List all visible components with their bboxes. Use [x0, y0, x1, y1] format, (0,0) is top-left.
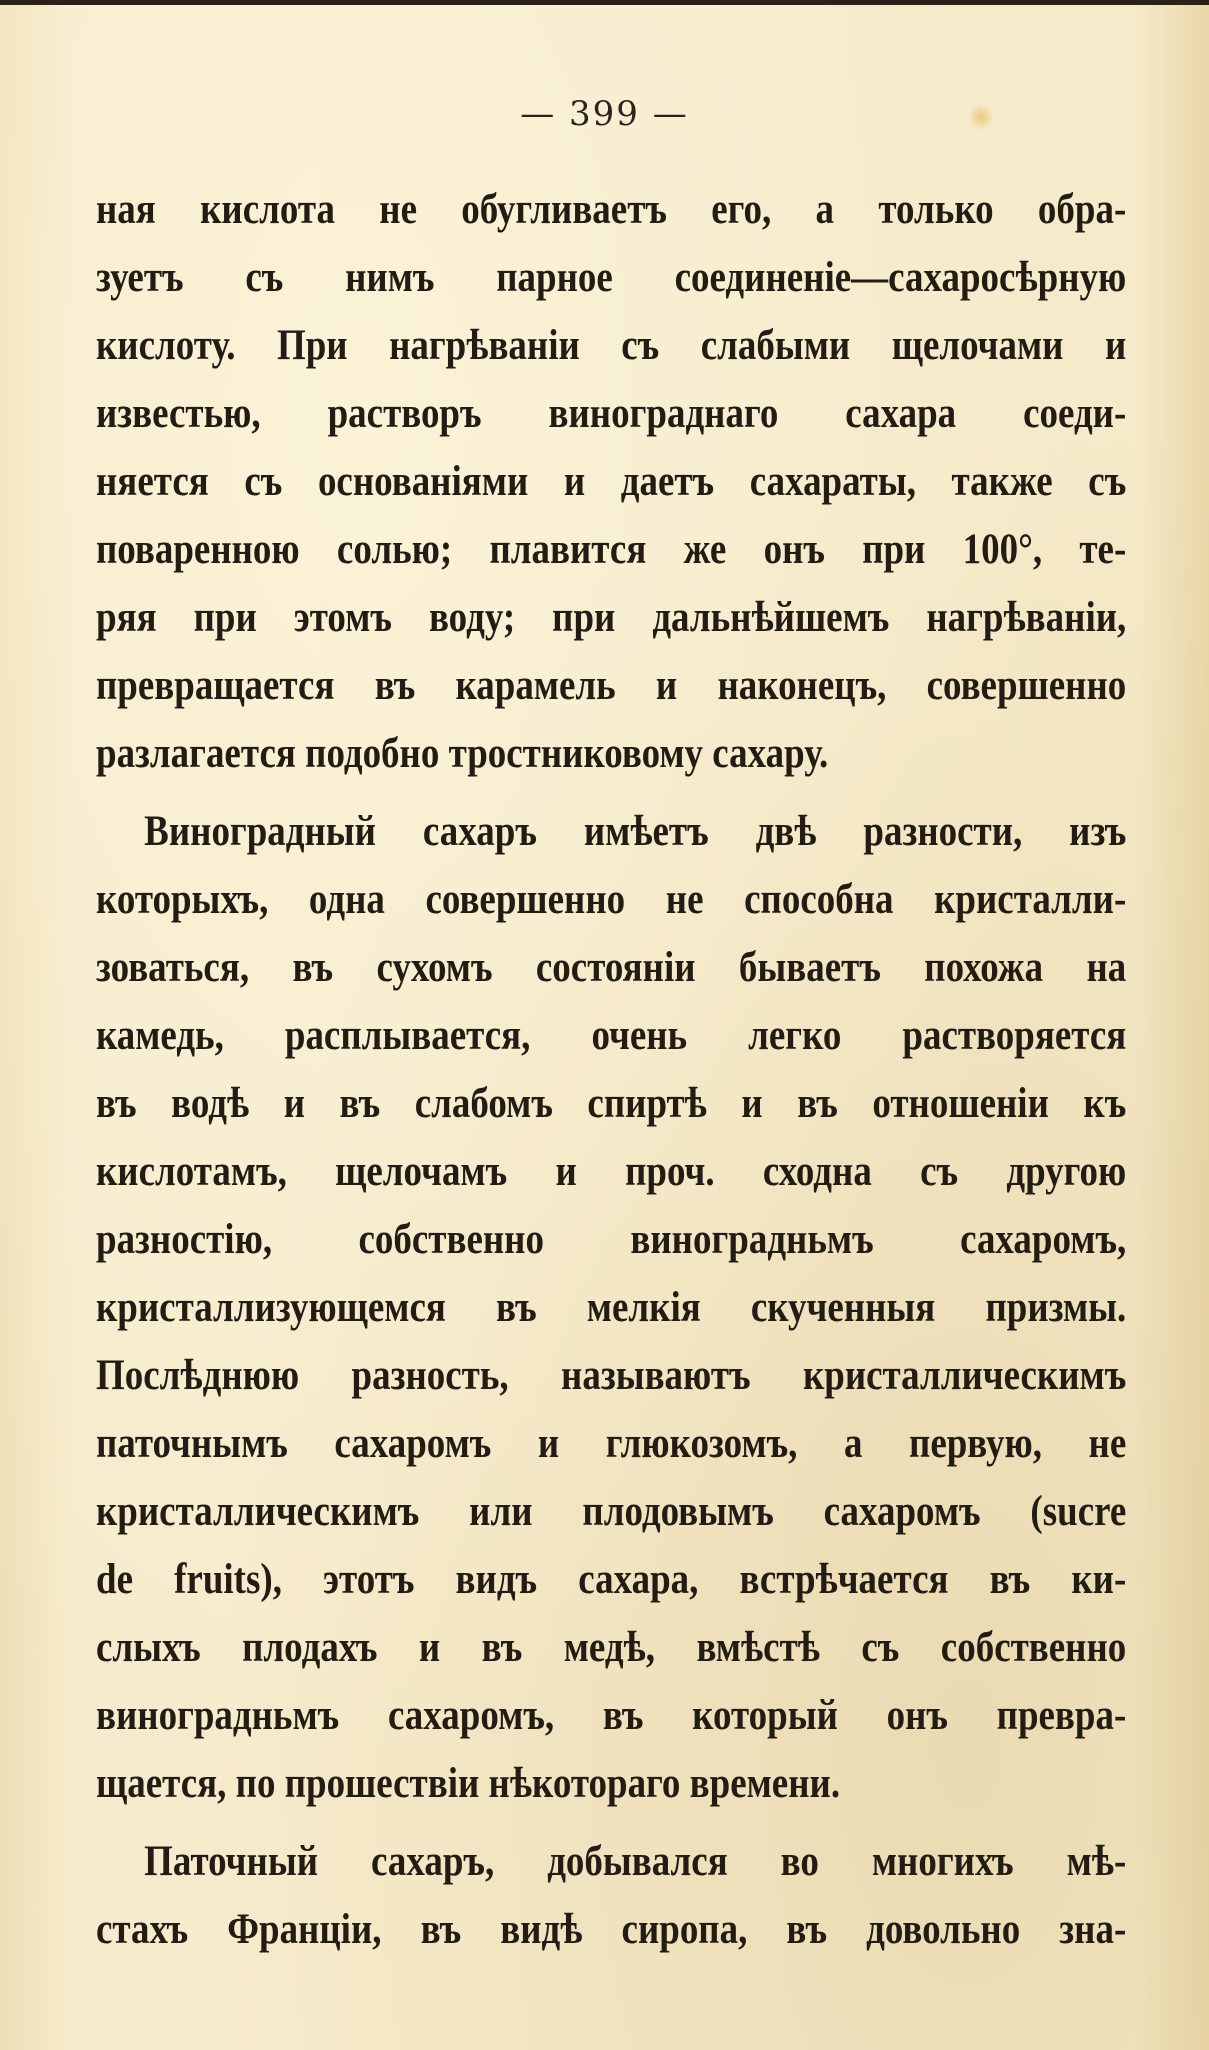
text-line: въ водѣ и въ слабомъ спиртѣ и въ отношеніи къ — [96, 1080, 1127, 1127]
page-number: — 399 — — [520, 94, 689, 134]
page-top-edge — [0, 0, 1209, 5]
text-line: Виноградный сахаръ имѣетъ двѣ разности, изъ — [144, 808, 1127, 855]
text-line: разлагается подобно тростниковому сахару. — [96, 730, 829, 777]
text-line: щается, по прошествіи нѣкотораго времени. — [96, 1760, 841, 1807]
text-line: стахъ Франціи, въ видѣ сиропа, въ довольно зна- — [96, 1906, 1127, 1953]
text-line: Послѣднюю разность, называютъ кристаллическимъ — [96, 1352, 1127, 1399]
text-line: поваренною солью; плавится же онъ при 100°, те- — [96, 526, 1127, 573]
text-line: виноградньмъ сахаромъ, въ который онъ превра- — [96, 1692, 1127, 1739]
text-line: превращается въ карамель и наконецъ, совершенно — [96, 662, 1127, 709]
text-line: зоваться, въ сухомъ состояніи бываетъ похожа на — [96, 944, 1127, 991]
text-line: ряя при этомъ воду; при дальнѣйшемъ нагрѣваніи, — [96, 594, 1127, 641]
text-line: которыхъ, одна совершенно не способна кристалли- — [96, 876, 1127, 923]
text-line: камедь, расплывается, очень легко растворяется — [96, 1012, 1127, 1059]
text-line: известью, растворъ винограднаго сахара соеди- — [96, 390, 1127, 437]
text-line: слыхъ плодахъ и въ медѣ, вмѣстѣ съ собственно — [96, 1624, 1127, 1671]
text-line: зуетъ съ нимъ парное соединеніе—сахаросѣрную — [96, 254, 1127, 301]
text-line: Паточный сахаръ, добывался во многихъ мѣ- — [144, 1838, 1127, 1885]
text-line: кристаллическимъ или плодовымъ сахаромъ (sucre — [96, 1488, 1127, 1535]
text-line: кристаллизующемся въ мелкія скученныя призмы. — [96, 1284, 1127, 1331]
text-line: кислотамъ, щелочамъ и проч. сходна съ другою — [96, 1148, 1127, 1195]
text-line: ная кислота не обугливаетъ его, а только обра- — [96, 186, 1127, 233]
text-line: паточнымъ сахаромъ и глюкозомъ, а первую, не — [96, 1420, 1127, 1467]
text-line: кислоту. При нагрѣваніи съ слабыми щелочами и — [96, 322, 1127, 369]
text-line: de fruits), этотъ видъ сахара, встрѣчается въ ки- — [96, 1556, 1127, 1603]
text-line: няется съ основаніями и даетъ сахараты, также съ — [96, 458, 1127, 505]
text-line: разностію, собственно виноградньмъ сахаромъ, — [96, 1216, 1127, 1263]
body-text — [96, 176, 1127, 1964]
